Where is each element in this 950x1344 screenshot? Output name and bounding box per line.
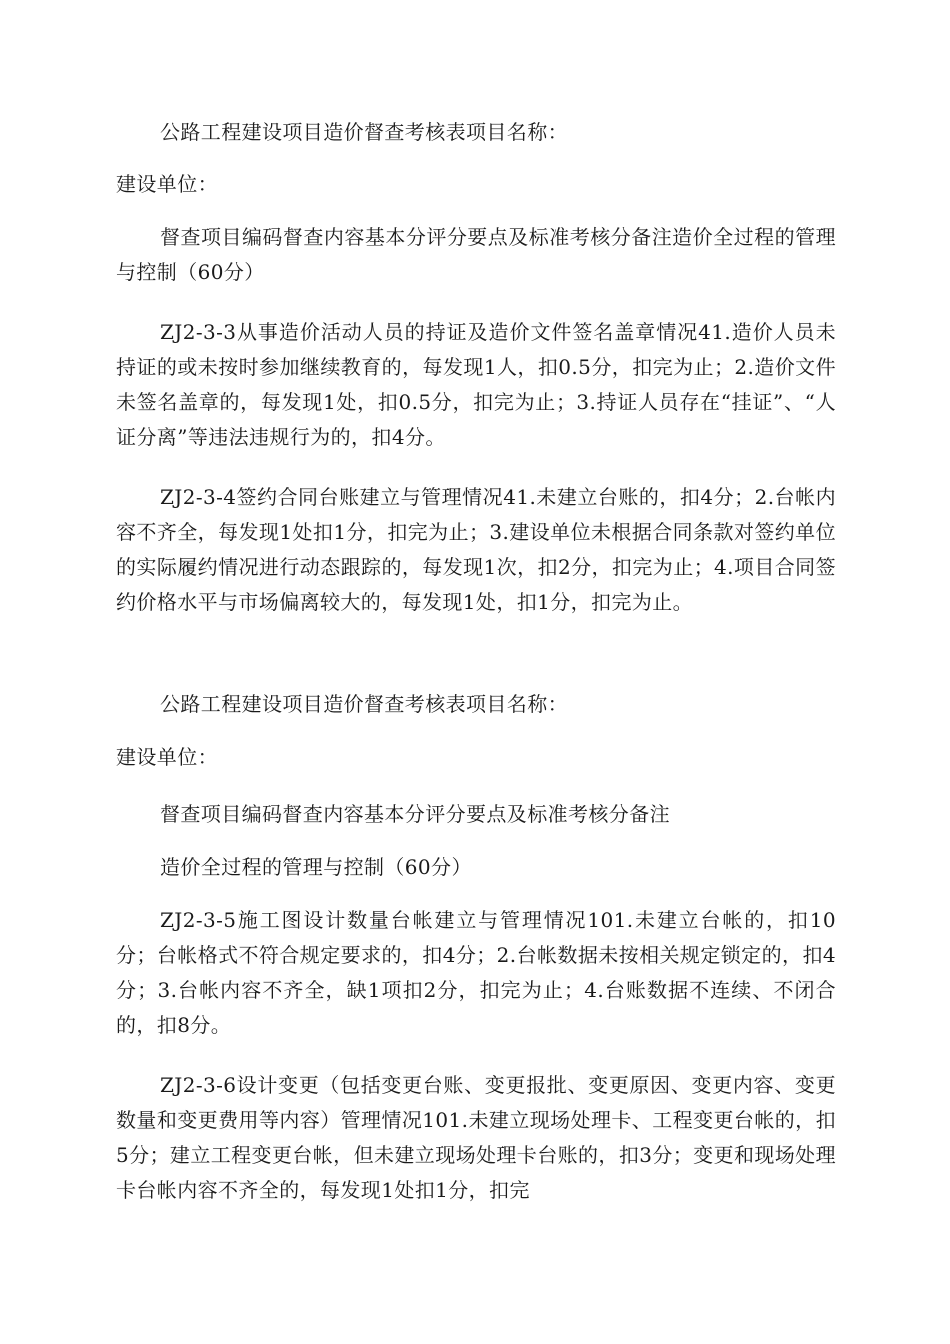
table-header-text-repeat: 督查项目编码督查内容基本分评分要点及标准考核分备注 bbox=[160, 802, 670, 826]
item-zj2-3-6-paragraph: ZJ2-3-6设计变更（包括变更台账、变更报批、变更原因、变更内容、变更数量和变更费用等内容）管理情况101.未建立现场处理卡、工程变更台帐的，扣5分；建立工程变更台帐，但未建立现场处理卡台账的，扣3分；变更和现场处理卡台帐内容不齐全的，每发现1处扣1分，扣完 bbox=[116, 1073, 836, 1202]
construction-unit-label-repeat: 建设单位： bbox=[116, 745, 218, 769]
form-title-project-name-repeat: 公路工程建设项目造价督查考核表项目名称： bbox=[160, 692, 568, 716]
section-heading: 造价全过程的管理与控制（60分） bbox=[160, 855, 472, 879]
form-title-project-name: 公路工程建设项目造价督查考核表项目名称： bbox=[160, 120, 568, 144]
item-zj2-3-5-paragraph: ZJ2-3-5施工图设计数量台帐建立与管理情况101.未建立台帐的，扣10分；台帐格式不符合规定要求的，扣4分；2.台帐数据未按相关规定锁定的，扣4分；3.台帐内容不齐全，缺1项扣2分，扣完为止；4.台账数据不连续、不闭合的，扣8分。 bbox=[116, 908, 836, 1037]
table-header-text: 督查项目编码督查内容基本分评分要点及标准考核分备注造价全过程的管理与控制（60分） bbox=[116, 225, 836, 284]
construction-unit-label: 建设单位： bbox=[116, 172, 218, 196]
item-zj2-3-4-paragraph: ZJ2-3-4签约合同台账建立与管理情况41.未建立台账的，扣4分；2.台帐内容不齐全，每发现1处扣1分，扣完为止；3.建设单位未根据合同条款对签约单位的实际履约情况进行动态跟踪的，每发现1次，扣2分，扣完为止；4.项目合同签约价格水平与市场偏离较大的，每发现1处，扣1分，扣完为止。 bbox=[116, 485, 836, 614]
item-zj2-3-3-paragraph: ZJ2-3-3从事造价活动人员的持证及造价文件签名盖章情况41.造价人员未持证的或未按时参加继续教育的，每发现1人，扣0.5分，扣完为止；2.造价文件未签名盖章的，每发现1处，扣0.5分，扣完为止；3.持证人员存在“挂证”、“人证分离”等违法违规行为的，扣4分。 bbox=[116, 320, 836, 449]
